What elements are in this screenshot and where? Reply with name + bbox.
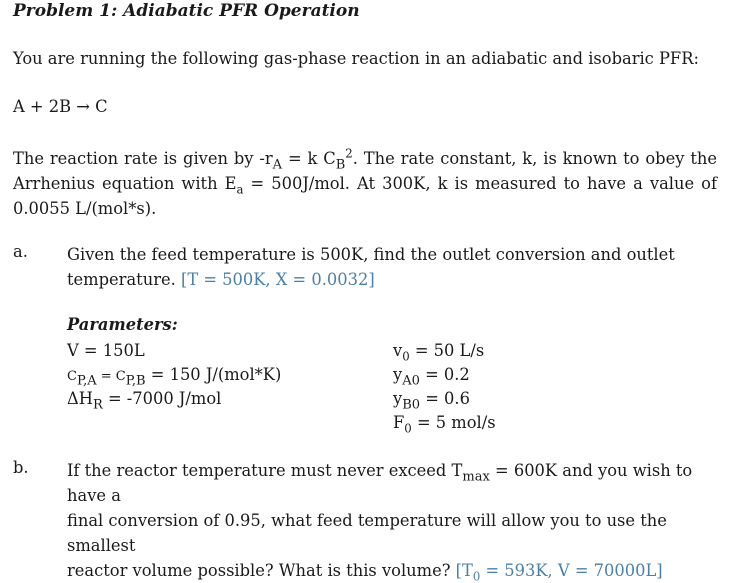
ya0-symbol: y <box>393 365 403 384</box>
part-b-line-3 <box>67 558 732 583</box>
tmax-sub: max <box>462 469 490 485</box>
rate-sub-a: A <box>272 157 283 173</box>
part-b-label: b. <box>13 458 29 477</box>
yb0-sub: B0 <box>402 397 421 413</box>
dh-symbol: ΔH <box>67 389 93 408</box>
dh-value: = -7000 J/mol <box>102 389 222 408</box>
part-a-line-2-text: temperature. <box>67 270 181 289</box>
param-heat-of-reaction <box>67 387 281 411</box>
parameters-left-column <box>67 339 281 411</box>
problem-title: Problem 1: Adiabatic PFR Operation <box>13 1 360 21</box>
f0-value: = 5 mol/s <box>411 413 496 432</box>
rate-sub-b: B <box>335 157 346 173</box>
part-b-answer <box>455 561 663 583</box>
param-heat-capacity <box>67 363 281 387</box>
cp-eq: = C <box>96 369 126 384</box>
part-b-answer-a: [T <box>455 561 473 580</box>
intro-text: You are running the following gas-phase reaction in an adiabatic and isobaric PFR: <box>13 49 699 68</box>
cp-a-sub: P,A <box>76 373 97 389</box>
part-b-answer-sub: 0 <box>472 569 481 583</box>
cp-a-symbol: C <box>67 369 77 384</box>
rate-text-1: The reaction rate is given by -r <box>13 149 273 168</box>
ya0-sub: A0 <box>402 373 420 389</box>
param-volume: V = 150L <box>67 341 145 360</box>
part-b-line-2: final conversion of 0.95, what feed temperature will allow you to use the smallest <box>67 511 667 555</box>
rate-text-3: . The rate constant, k, is known to obey the Arrhenius equation with E <box>13 149 717 193</box>
part-b-question <box>67 458 732 583</box>
param-flow-rate <box>393 339 496 363</box>
part-a-label: a. <box>13 242 28 261</box>
reaction-equation: A + 2B → C <box>13 97 108 116</box>
param-ya0 <box>393 363 496 387</box>
rate-sub-ea: a <box>236 182 244 197</box>
part-a-line-2 <box>67 267 675 292</box>
part-b-line-1b: = 600K and you wish to have a <box>67 461 693 505</box>
part-b-line-3-text: reactor volume possible? What is this volume? <box>67 561 456 580</box>
v0-value: = 50 L/s <box>409 341 485 360</box>
f0-symbol: F <box>393 413 405 432</box>
f0-sub: 0 <box>404 421 412 436</box>
dh-sub: R <box>92 397 103 413</box>
rate-text-2: = k C <box>282 149 336 168</box>
rate-sup-2: 2 <box>345 146 353 161</box>
v0-symbol: v <box>393 341 403 360</box>
part-a-question <box>67 242 675 292</box>
ya0-value: = 0.2 <box>419 365 470 384</box>
part-b-line-1a: If the reactor temperature must never exceed T <box>67 461 463 480</box>
parameters-right-column <box>393 339 496 435</box>
yb0-symbol: y <box>393 389 403 408</box>
part-b-answer-b: = 593K, V = 70000L] <box>480 561 663 580</box>
param-yb0 <box>393 387 496 411</box>
cp-b-sub: P,B <box>125 373 146 389</box>
rate-text-4: = 500J/mol. At 300K, k is measured to have a value of 0.0055 L/(mol*s). <box>13 174 717 218</box>
part-b-line-1 <box>67 458 732 508</box>
parameters-heading: Parameters: <box>67 315 178 334</box>
cp-value: = 150 J/(mol*K) <box>145 365 282 384</box>
part-a-line-1: Given the feed temperature is 500K, find the outlet conversion and outlet <box>67 245 675 264</box>
yb0-value: = 0.6 <box>420 389 470 408</box>
rate-paragraph <box>13 146 717 221</box>
v0-sub: 0 <box>402 349 410 364</box>
param-f0 <box>393 411 496 435</box>
part-a-answer: [T = 500K, X = 0.0032] <box>180 270 375 289</box>
